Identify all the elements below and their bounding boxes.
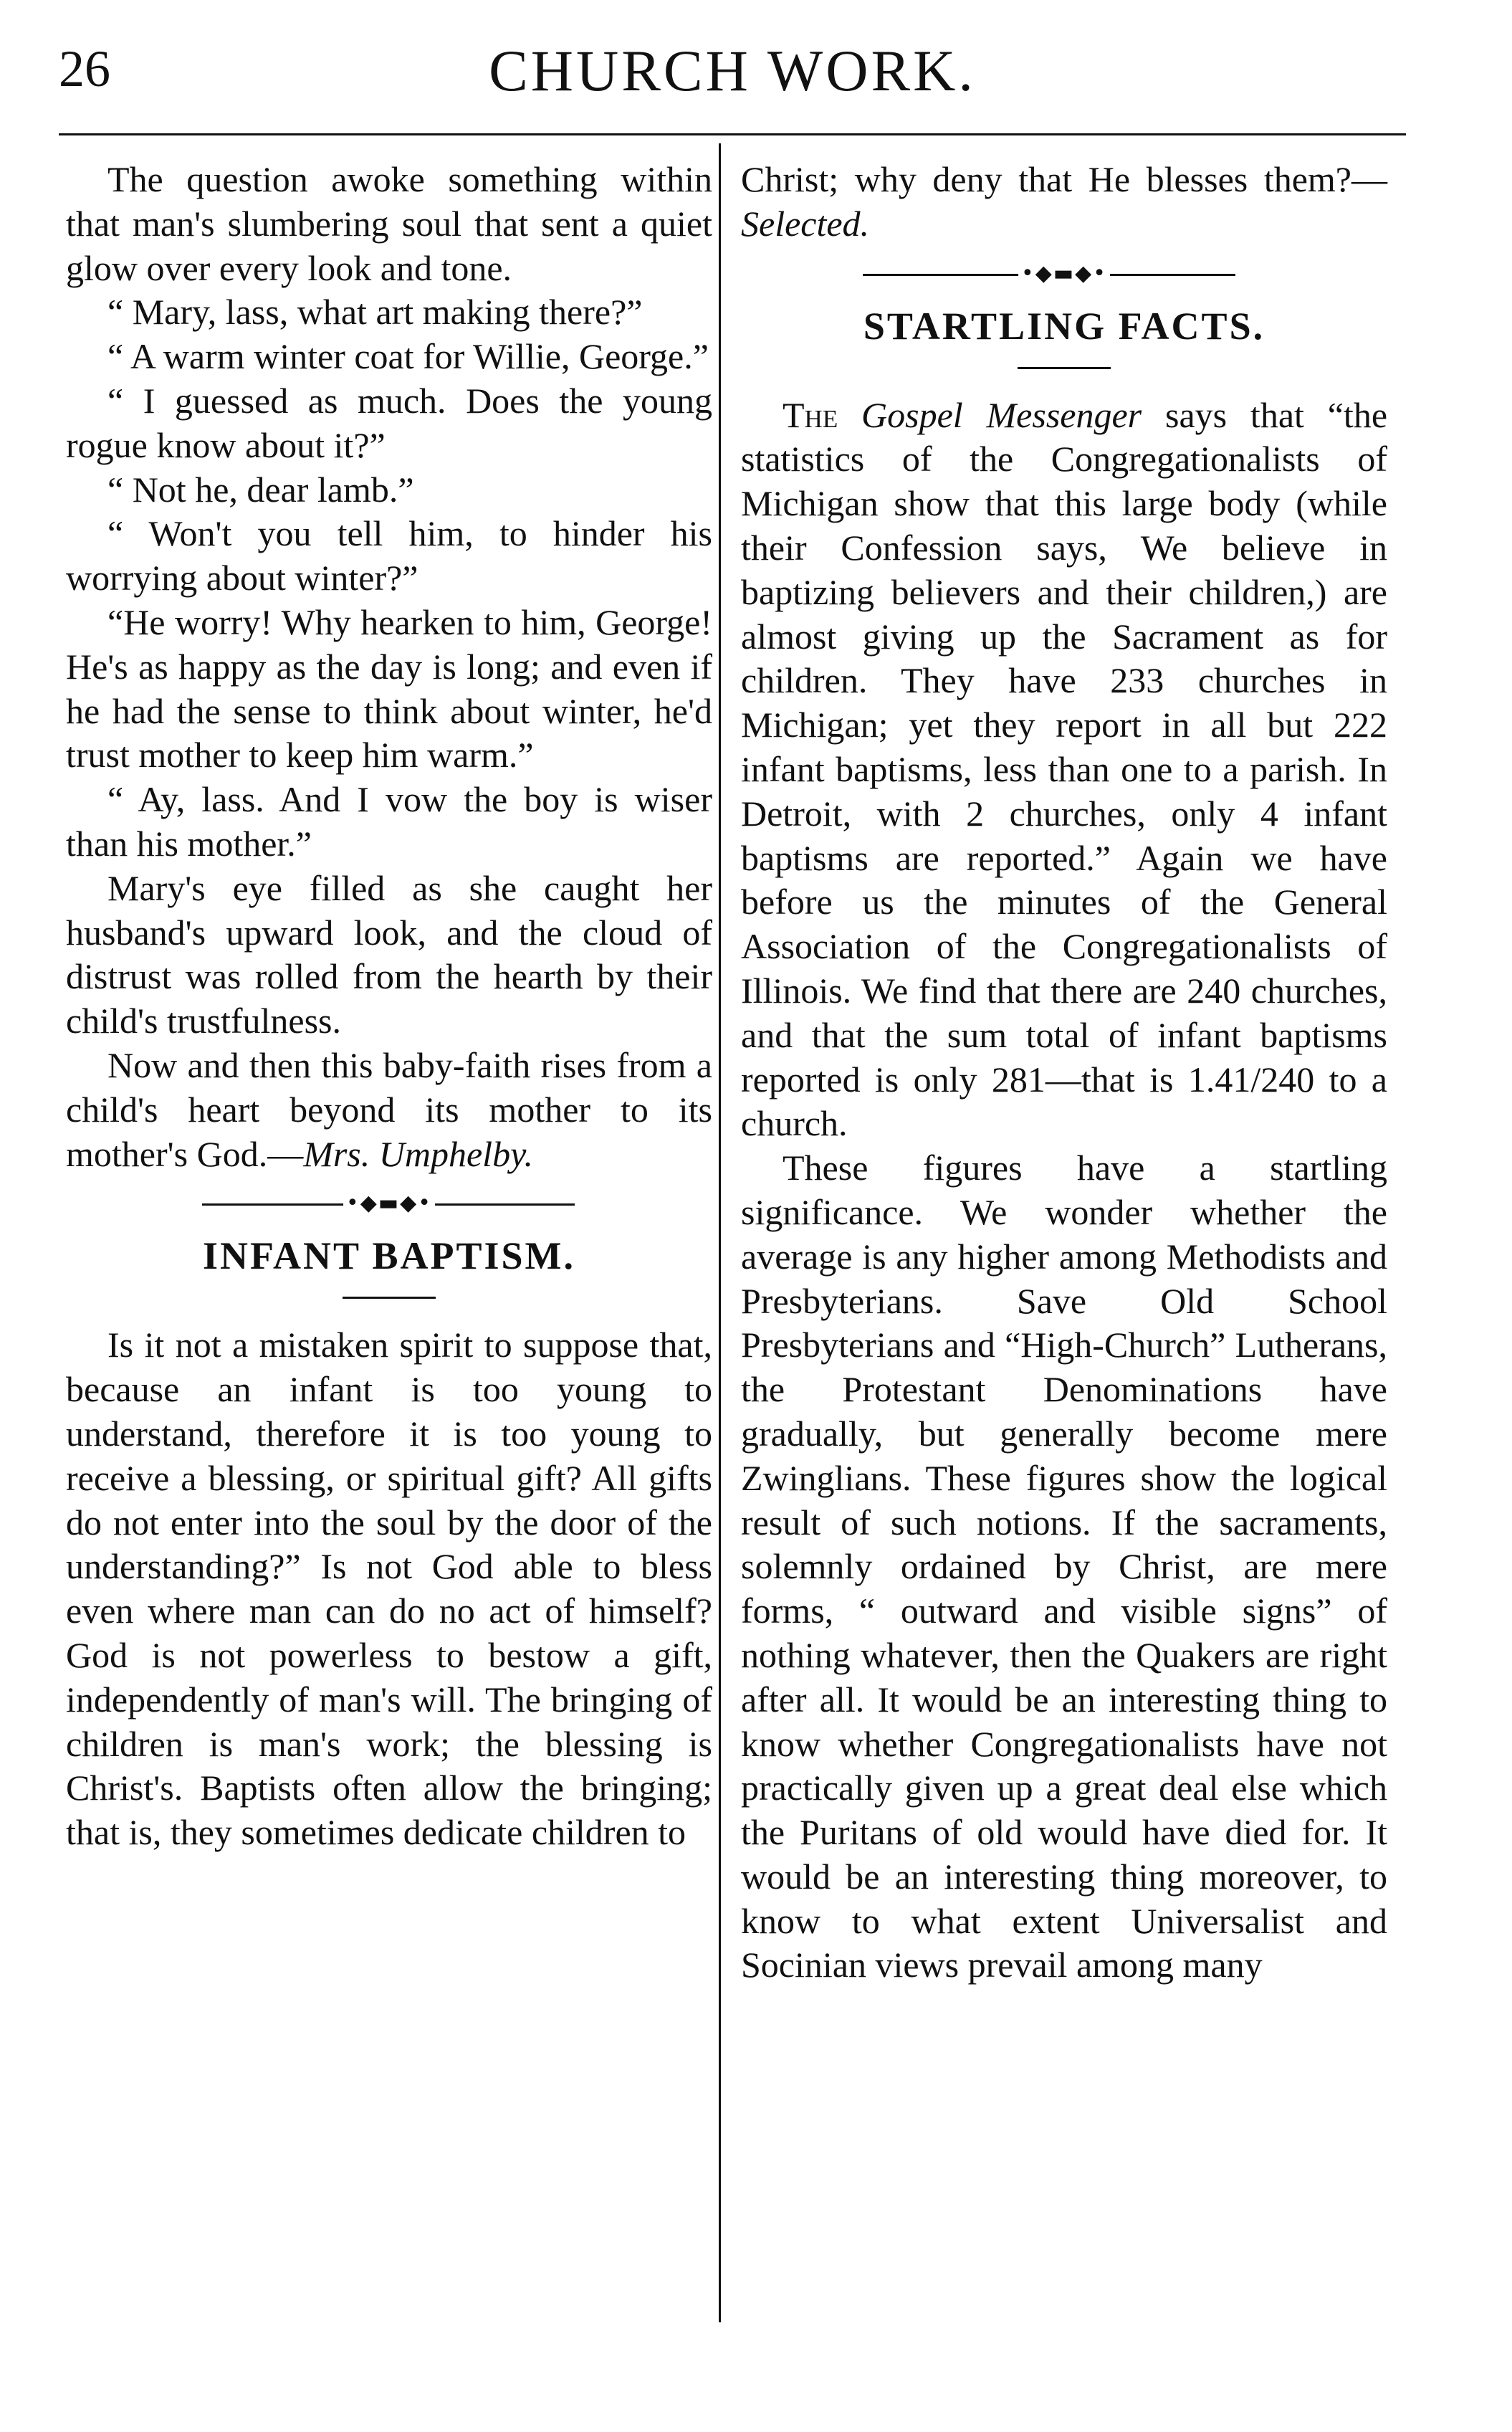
section-title-startling-facts: STARTLING FACTS. [863, 304, 1265, 348]
facts-paragraph: These figures have a startling significance. We wonder whether the average is any higher among Methodists and Presbyterians. Save Old School Presbyterians and “High-Church” Lutherans, the Protestant Denominations have gradually, but generally become mere Zwinglians. These figures show the logical result of such notions. If the sacraments, solemnly ordained by Christ, are mere forms, “ outward and visible signs” of nothing whatever, then the Quakers are right after all. It would be an interesting thing to know whether Congregationalists have not practically given up a great deal else which the Puritans of old would have died for. It would be an interesting thing moreover, to know to what extent Universalist and Socinian views prevail among many [741, 1148, 1387, 1985]
story-paragraph: Mary's eye filled as she caught her husband's upward look, and the cloud of distrust was rolled from the hearth by their child's trustfulness. [66, 867, 712, 1041]
page-number: 26 [59, 40, 110, 97]
ornament-glyph: •◆▬◆• [1018, 259, 1110, 288]
right-column [741, 158, 1387, 1988]
story-paragraph: The question awoke something within that man's slumbering soul that sent a quiet glow over every look and tone. [66, 159, 712, 288]
column-divider [719, 143, 721, 2322]
story-paragraph: “ A warm winter coat for Willie, George.” [107, 336, 709, 377]
section-title-infant-baptism: INFANT BAPTISM. [202, 1234, 576, 1278]
closing-text: Now and then this baby-faith rises from a child's heart beyond its mother to its mother's God.— [66, 1044, 712, 1174]
continuation-text: Christ; why deny that He blesses them?— [741, 159, 1387, 199]
running-head: CHURCH WORK. [489, 38, 976, 103]
header-rule [59, 133, 1406, 135]
title-rule [343, 1297, 436, 1299]
story-paragraph: “ Mary, lass, what art making there?” [107, 292, 643, 333]
closing-paragraph [66, 1044, 712, 1176]
story-paragraph: “ I guessed as much. Does the young rogue know about it?” [66, 380, 712, 465]
story-paragraph: “He worry! Why hearken to him, George! He's as happy as the day is long; and even if he had the sense to think about winter, he'd trust mother to keep him warm.” [66, 601, 712, 776]
title-rule [1018, 367, 1111, 369]
continuation-paragraph [741, 158, 1387, 247]
facts-text: says that “the statistics of the Congregationalists of Michigan show that this large body (while their Confession says, We believe in baptizing believers and their children,) are almost giving up the Sacrament as for children. They have 233 churches in Michigan; yet they report in all but 222 infant baptisms, less than one to a parish. In Detroit, with 2 churches, only 4 infant baptisms are reported.” Again we have before us the minutes of the General Association of the Congregationalists of Illinois. We find that there are 240 churches, and that the sum total of infant baptisms reported is only 281—that is 1.41/240 to a church. [741, 394, 1388, 1144]
infant-baptism-paragraph: Is it not a mistaken spirit to suppose that, because an infant is too young to understand, therefore it is too young to receive a blessing, or spiritual gift? All gifts do not enter into the soul by the door of the understanding?” Is not God able to bless even where man can do no act of himself? God is not powerless to bestow a gift, independently of man's will. The bringing of children is man's work; the blessing is Christ's. Baptists often allow the bringing; that is, they sometimes dedicate children to [66, 1325, 712, 1853]
story-paragraph: “ Ay, lass. And I vow the boy is wiser than his mother.” [66, 779, 712, 864]
facts-lead-word: The [783, 394, 838, 435]
newspaper-title: Gospel Messenger [861, 394, 1142, 435]
facts-paragraph [741, 394, 1387, 1147]
story-paragraph: “ Won't you tell him, to hinder his worrying about winter?” [66, 513, 712, 599]
section-ornament [66, 1182, 712, 1226]
source-credit: Selected. [741, 203, 870, 244]
page-header [59, 29, 1406, 108]
story-paragraph: “ Not he, dear lamb.” [107, 469, 414, 510]
author-signature: Mrs. Umphelby. [303, 1133, 534, 1174]
left-column [66, 158, 712, 1855]
section-ornament [741, 252, 1387, 297]
ornament-glyph: •◆▬◆• [343, 1189, 435, 1218]
